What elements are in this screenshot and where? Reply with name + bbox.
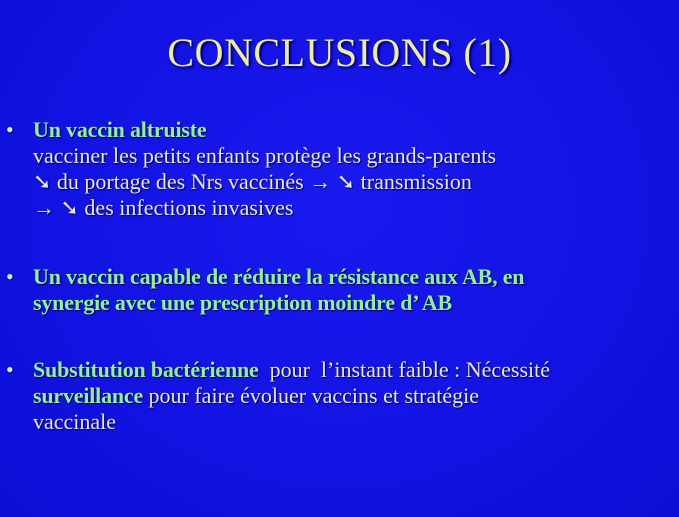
bullet-heading-line: Un vaccin capable de réduire la résistance aux AB, en	[33, 264, 525, 289]
bullet-body	[33, 357, 673, 435]
bullet-text: pour l’instant faible : Nécessité	[258, 357, 551, 382]
bullet-text-line	[33, 383, 673, 409]
bullet-heading-line: synergie avec une prescription moindre d’ AB	[33, 290, 452, 315]
bullet-body	[33, 264, 673, 316]
highlight-substitution: Substitution bactérienne	[33, 357, 259, 382]
bullet-text: pour faire évoluer vaccins et stratégie	[143, 383, 479, 408]
bullet-text-line	[33, 357, 673, 383]
bullet-text-line: vaccinale	[33, 409, 117, 434]
bullet-marker: •	[6, 117, 14, 142]
bullet-body	[33, 117, 673, 221]
bullet-marker: •	[6, 264, 14, 289]
bullet-text-line: ➘ du portage des Nrs vaccinés → ➘ transmission	[33, 169, 472, 194]
slide-title: CONCLUSIONS (1)	[167, 30, 512, 75]
bullet-text-line: → ➘ des infections invasives	[33, 195, 294, 220]
bullet-marker: •	[6, 357, 14, 382]
highlight-surveillance: surveillance	[33, 383, 144, 408]
bullet-text-line: vacciner les petits enfants protège les grands-parents	[33, 143, 497, 168]
bullet-heading: Un vaccin altruiste	[33, 117, 207, 142]
